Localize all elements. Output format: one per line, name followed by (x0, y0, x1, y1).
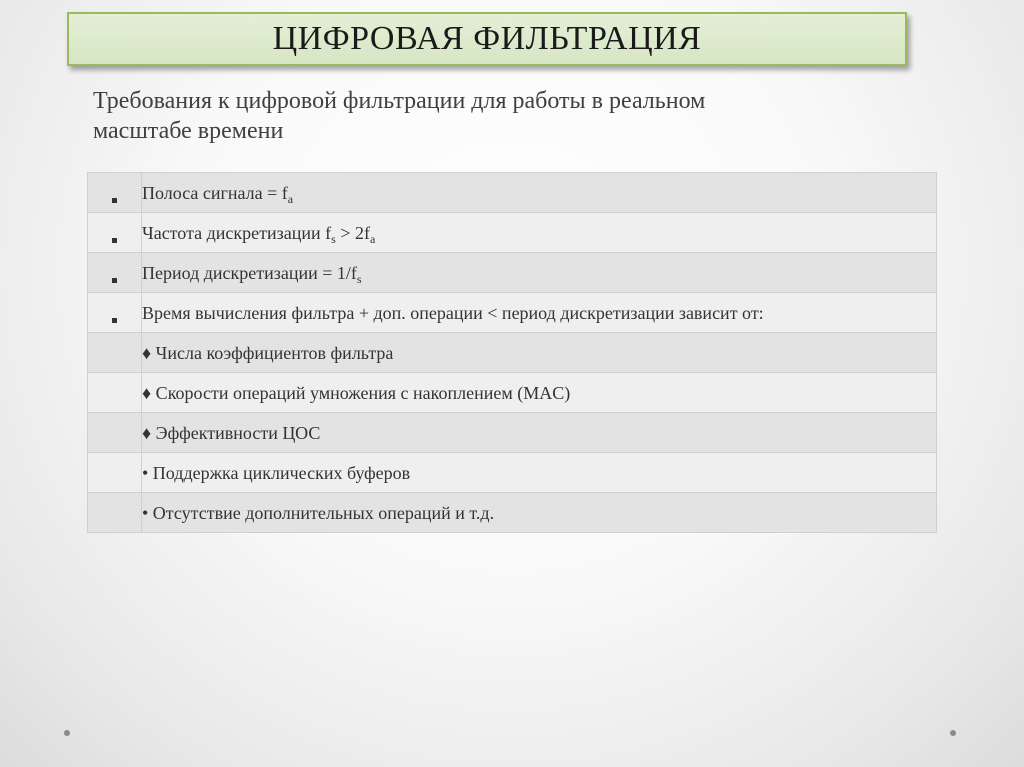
table-row (88, 333, 937, 373)
row-content-cell (142, 453, 937, 493)
row-2-subscript-2: a (369, 232, 376, 246)
row-5-text: ♦ Числа коэффициентов фильтра (142, 343, 394, 363)
row-marker-cell (88, 373, 142, 413)
row-3-subscript: s (356, 272, 362, 286)
row-marker-cell (88, 413, 142, 453)
table-row (88, 493, 937, 533)
row-content-cell (142, 373, 937, 413)
row-4-text: Время вычисления фильтра + доп. операции < период дискретизации зависит от: (142, 303, 764, 323)
slide-subtitle (93, 86, 913, 146)
right-dot-icon (950, 730, 956, 736)
table-row (88, 373, 937, 413)
row-content-cell (142, 213, 937, 253)
left-dot-icon (64, 730, 70, 736)
title-box (67, 12, 907, 66)
row-marker-cell (88, 333, 142, 373)
row-2-text-1: Частота дискретизации f (142, 223, 332, 243)
row-content-cell (142, 413, 937, 453)
row-7-text: ♦ Эффективности ЦОС (142, 423, 321, 443)
row-marker-cell (88, 213, 142, 253)
table-row (88, 453, 937, 493)
slide-title: ЦИФРОВАЯ ФИЛЬТРАЦИЯ (272, 20, 702, 57)
table-row (88, 413, 937, 453)
row-content-cell (142, 253, 937, 293)
table-row (88, 173, 937, 213)
table-row (88, 213, 937, 253)
requirements-table (87, 172, 937, 533)
row-6-text: ♦ Скорости операций умножения с накоплением (MAC) (142, 383, 571, 403)
square-bullet-icon (112, 278, 117, 283)
row-marker-cell (88, 293, 142, 333)
row-8-text: • Поддержка циклических буферов (142, 463, 411, 483)
square-bullet-icon (112, 198, 117, 203)
row-2-subscript-1: s (331, 232, 336, 246)
row-2-text-2: > 2f (335, 223, 370, 243)
row-marker-cell (88, 173, 142, 213)
row-content-cell (142, 333, 937, 373)
row-content-cell (142, 493, 937, 533)
row-marker-cell (88, 453, 142, 493)
row-marker-cell (88, 493, 142, 533)
table-row (88, 253, 937, 293)
subtitle-line-1: Требования к цифровой фильтрации для работы в реальном (93, 88, 706, 114)
row-9-text: • Отсутствие дополнительных операций и т.д. (142, 503, 495, 523)
row-content-cell (142, 173, 937, 213)
row-1-text: Полоса сигнала = f (142, 183, 288, 203)
table-row (88, 293, 937, 333)
row-content-cell (142, 293, 937, 333)
subtitle-line-2: масштабе времени (93, 118, 284, 144)
row-1-subscript: a (287, 192, 294, 206)
row-3-text: Период дискретизации = 1/f (142, 263, 357, 283)
square-bullet-icon (112, 318, 117, 323)
row-marker-cell (88, 253, 142, 293)
square-bullet-icon (112, 238, 117, 243)
